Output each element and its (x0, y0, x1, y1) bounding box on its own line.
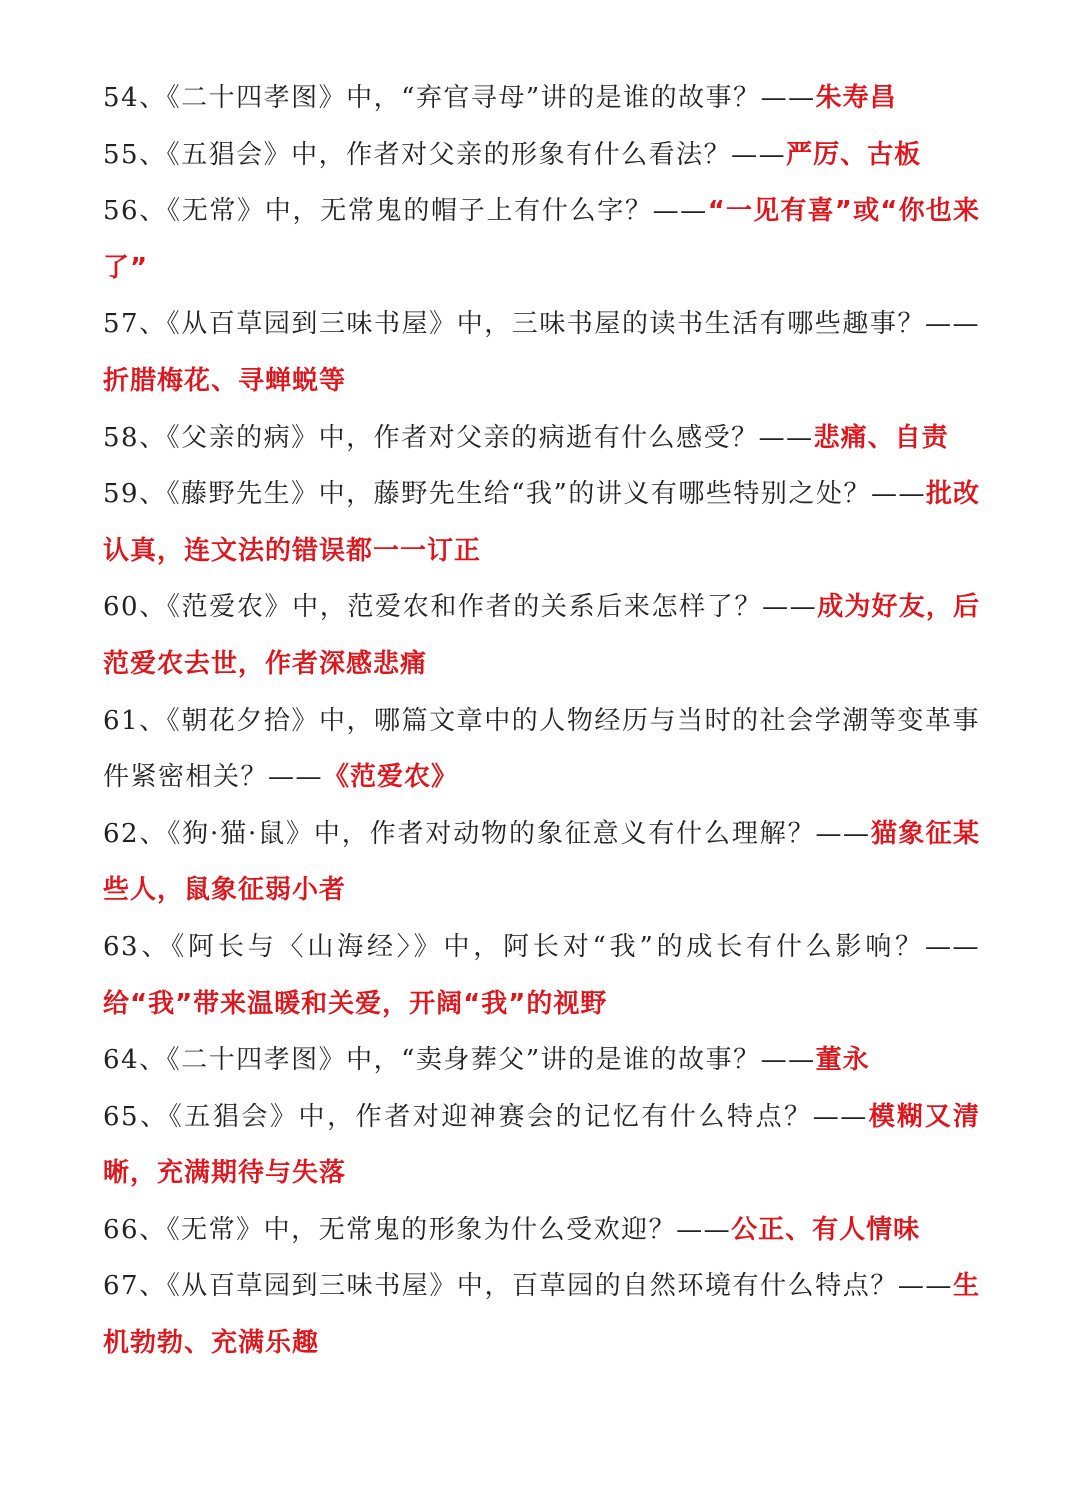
qa-item-65 (103, 1089, 980, 1202)
qa-list (103, 70, 980, 1372)
question-text: 54、《二十四孝图》中，“弃官寻母”讲的是谁的故事？—— (103, 83, 816, 113)
question-text: 62、《狗·猫·鼠》中，作者对动物的象征意义有什么理解？—— (103, 818, 871, 849)
answer-text: 《范爱农》 (323, 762, 459, 793)
question-text: 65、《五猖会》中，作者对迎神赛会的记忆有什么特点？—— (103, 1101, 868, 1132)
question-text: 55、《五猖会》中，作者对父亲的形象有什么看法？—— (103, 139, 787, 170)
question-text: 63、《阿长与〈山海经〉》中，阿长对“我”的成长有什么影响？—— (103, 931, 980, 962)
question-text: 66、《无常》中，无常鬼的形象为什么受欢迎？—— (103, 1214, 732, 1245)
answer-text: 模糊又清晰，充满期待与失落 (103, 1101, 980, 1189)
question-text: 59、《藤野先生》中，藤野先生给“我”的讲义有哪些特别之处？—— (103, 479, 926, 510)
qa-item-67 (103, 1258, 980, 1371)
answer-text: 生机勃勃、充满乐趣 (103, 1271, 980, 1359)
answer-text: 成为好友，后范爱农去世，作者深感悲痛 (103, 592, 980, 679)
answer-text: “一见有喜”或“你也来了” (103, 196, 980, 283)
question-text: 64、《二十四孝图》中，“卖身葬父”讲的是谁的故事？—— (103, 1045, 816, 1076)
question-text: 61、《朝花夕拾》中，哪篇文章中的人物经历与当时的社会学潮等变革事件紧密相关？—— (103, 705, 980, 793)
answer-text: 折腊梅花、寻蝉蜕等 (103, 365, 347, 396)
qa-item-62 (103, 806, 980, 919)
qa-item-61 (103, 693, 980, 806)
answer-text: 给“我”带来温暖和关爱，开阔“我”的视野 (103, 988, 608, 1019)
qa-item-60 (103, 579, 980, 692)
qa-item-56 (103, 183, 980, 296)
answer-text: 严厉、古板 (786, 139, 922, 170)
question-text: 67、《从百草园到三味书屋》中，百草园的自然环境有什么特点？—— (103, 1271, 953, 1302)
question-text: 57、《从百草园到三味书屋》中，三味书屋的读书生活有哪些趣事？—— (103, 309, 980, 340)
qa-item-63 (103, 919, 980, 1032)
qa-item-59 (103, 466, 980, 579)
answer-text: 批改认真，连文法的错误都一一订正 (103, 479, 980, 566)
answer-text: 朱寿昌 (815, 83, 897, 113)
answer-text: 猫象征某些人，鼠象征弱小者 (103, 818, 980, 906)
answer-text: 公正、有人情味 (731, 1214, 921, 1245)
question-text: 60、《范爱农》中，范爱农和作者的关系后来怎样了？—— (103, 592, 818, 623)
question-text: 56、《无常》中，无常鬼的帽子上有什么字？—— (103, 196, 708, 227)
qa-item-64 (103, 1032, 980, 1089)
question-text: 58、《父亲的病》中，作者对父亲的病逝有什么感受？—— (103, 422, 814, 453)
qa-item-54 (103, 70, 980, 127)
answer-text: 董永 (815, 1045, 870, 1076)
qa-item-57 (103, 296, 980, 409)
answer-text: 悲痛、自责 (813, 422, 949, 453)
qa-item-66 (103, 1202, 980, 1259)
qa-item-55 (103, 127, 980, 184)
qa-item-58 (103, 410, 980, 467)
